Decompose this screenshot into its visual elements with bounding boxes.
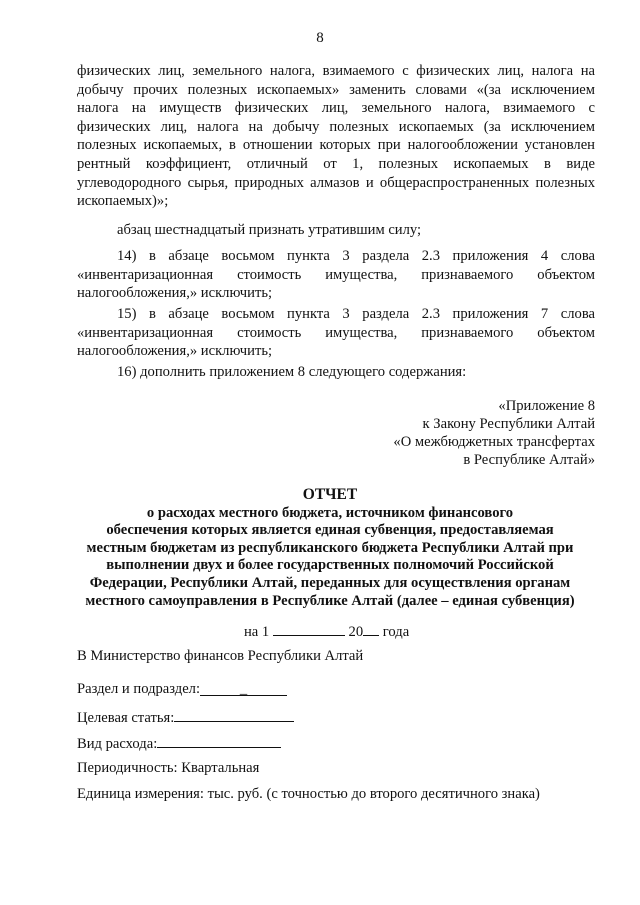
date-year-prefix: 20 — [348, 624, 364, 640]
intro-paragraph: физических лиц, земельного налога, взимаемого с физических лиц, налога на добычу прочих полезных ископаемых» заменить словами «(за исключением налога на имуществ физических лиц, земельного налога, взимаемого с физических лиц, налога на добычу полезных ископаемых (за исключением полезных ископаемых, в отношении которых при налогообложении установлен рентный коэффициент, отличный от 1, полезных ископаемых в виде углеводородного сырья, природных алмазов и общераспространенных полезных ископаемых)»; — [77, 63, 595, 210]
appendix-line: «Приложение 8 — [498, 398, 595, 414]
item-paragraph: 16) дополнить приложением 8 следующего содержания: — [117, 364, 467, 380]
periodicity: Периодичность: Квартальная — [77, 760, 260, 776]
field-label: Раздел и подраздел: — [77, 681, 201, 697]
report-title-line: местным бюджетам из республиканского бюджета Республики Алтай при — [86, 539, 574, 556]
page-number: 8 — [316, 30, 324, 46]
unit-of-measure: Единица измерения: тыс. руб. (с точностью до второго десятичного знака) — [77, 786, 540, 802]
recipient: В Министерство финансов Республики Алтай — [77, 648, 364, 664]
report-title-line: Федерации, Республики Алтай, переданных для осуществления органам — [89, 574, 571, 591]
report-title-line: местного самоуправления в Республике Алтай (далее – единая субвенция) — [85, 592, 575, 609]
report-title — [60, 486, 600, 610]
field-label: Вид расхода: — [77, 736, 158, 752]
field-value-blank[interactable] — [157, 733, 281, 748]
date-year-blank[interactable] — [363, 621, 379, 636]
report-title-line: о расходах местного бюджета, источником финансового — [146, 504, 514, 521]
field-section-subsection — [77, 681, 287, 698]
item-paragraph: 15) в абзаце восьмом пункта 3 раздела 2.3 приложения 7 слова «инвентаризационная стоимость имущества, признаваемого объектом налогообложения,» исключить; — [77, 306, 595, 360]
field-value-blank[interactable] — [174, 707, 294, 722]
report-title-main: ОТЧЕТ — [302, 486, 358, 503]
field-expense-type — [77, 733, 281, 753]
date-day-month-blank[interactable] — [273, 621, 345, 636]
report-title-line: обеспечения которых является единая субвенция, предоставляемая — [106, 522, 554, 539]
appendix-line: к Закону Республики Алтай — [422, 416, 595, 432]
appendix-line: «О межбюджетных трансфертах — [393, 434, 595, 450]
field-value-blank[interactable]: _ — [200, 681, 287, 696]
item-paragraph: 14) в абзаце восьмом пункта 3 раздела 2.3 приложения 4 слова «инвентаризационная стоимость имущества, признаваемого объектом налогообложения,» исключить; — [77, 248, 595, 302]
date-suffix: года — [382, 624, 410, 640]
date-line — [244, 621, 409, 641]
appendix-header — [393, 397, 595, 469]
date-prefix: на 1 — [244, 624, 270, 640]
item-paragraph: абзац шестнадцатый признать утратившим силу; — [117, 222, 422, 238]
appendix-line: в Республике Алтай» — [463, 452, 595, 468]
report-title-line: выполнении двух и более государственных полномочий Российской — [106, 557, 554, 574]
field-label: Целевая статья: — [77, 710, 175, 726]
field-target-article — [77, 707, 294, 727]
